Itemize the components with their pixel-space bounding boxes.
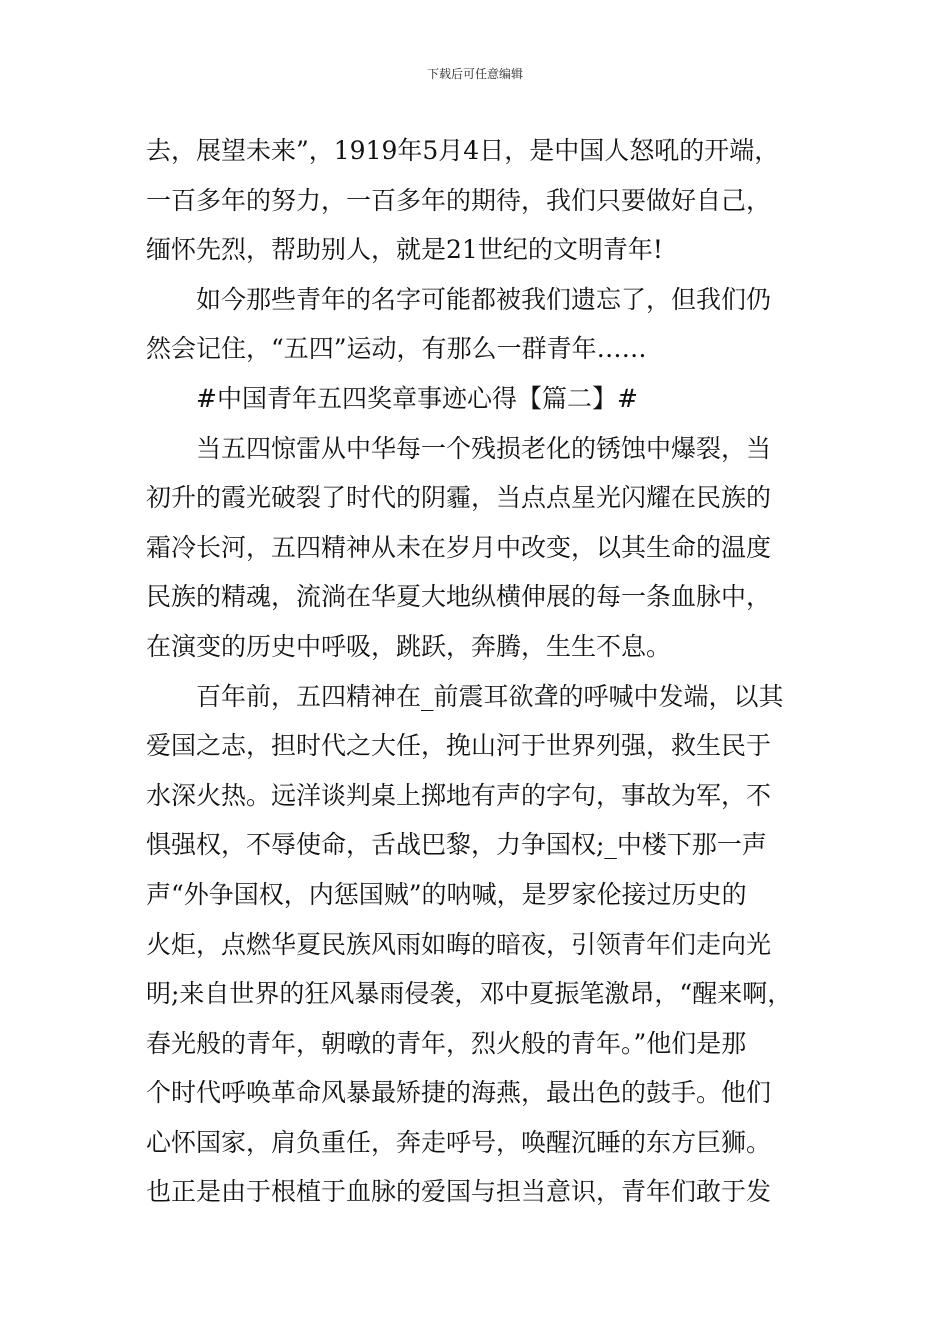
- text-line: 个时代呼唤革命风暴最矫捷的海燕，最出色的鼓手。他们: [146, 1078, 772, 1108]
- text-line: 明;来自世界的狂风暴雨侵袭，邓中夏振笔激昂，“醒来啊，: [146, 979, 793, 1009]
- document-body: [146, 126, 818, 1217]
- text-line: 去，展望未来”，1919年5月4日，是中国人怒吼的开端，: [146, 136, 780, 165]
- text-line: 然会记住，“五四”运动，有那么一群青年……: [146, 334, 647, 364]
- text-line: 民族的精魂，流淌在华夏大地纵横伸展的每一条血脉中，: [146, 582, 772, 612]
- text-line: 在演变的历史中呼吸，跳跃，奔腾，生生不息。: [146, 631, 672, 661]
- text-line: #中国青年五四奖章事迹心得【篇二】#: [196, 383, 638, 413]
- text-line: 百年前，五四精神在_前震耳欲聋的呼喊中发端，以其: [196, 681, 784, 711]
- text-line: 缅怀先烈，帮助别人，就是21世纪的文明青年!: [146, 235, 663, 265]
- text-line: 心怀国家，肩负重任，奔走呼号，唤醒沉睡的东方巨狮。: [146, 1127, 772, 1157]
- text-line: 爱国之志，担时代之大任，挽山河于世界列强，救生民于: [146, 731, 772, 761]
- text-line: 一百多年的努力，一百多年的期待，我们只要做好自己，: [146, 185, 772, 215]
- text-line: 惧强权，不辱使命，舌战巴黎，力争国权;_中楼下那一声: [146, 830, 767, 860]
- text-line: 如今那些青年的名字可能都被我们遗忘了，但我们仍: [196, 284, 772, 314]
- text-line: 也正是由于根植于血脉的爱国与担当意识，青年们敢于发: [146, 1177, 772, 1207]
- text-line: 霜冷长河，五四精神从未在岁月中改变，以其生命的温度: [146, 532, 772, 562]
- text-line: 水深火热。远洋谈判桌上掷地有声的字句，事故为军，不: [146, 780, 772, 810]
- text-line: 当五四惊雷从中华每一个残损老化的锈蚀中爆裂，当: [196, 433, 772, 463]
- text-line: 春光般的青年，朝暾的青年，烈火般的青年。”他们是那: [146, 1028, 747, 1058]
- text-line: 初升的霞光破裂了时代的阴霾，当点点星光闪耀在民族的: [146, 483, 772, 513]
- page-header: 下载后可任意编辑: [426, 67, 523, 81]
- text-line: 火炬，点燃华夏民族风雨如晦的暗夜，引领青年们走向光: [146, 929, 772, 959]
- text-line: 声“外争国权，内惩国贼”的呐喊，是罗家伦接过历史的: [146, 879, 747, 909]
